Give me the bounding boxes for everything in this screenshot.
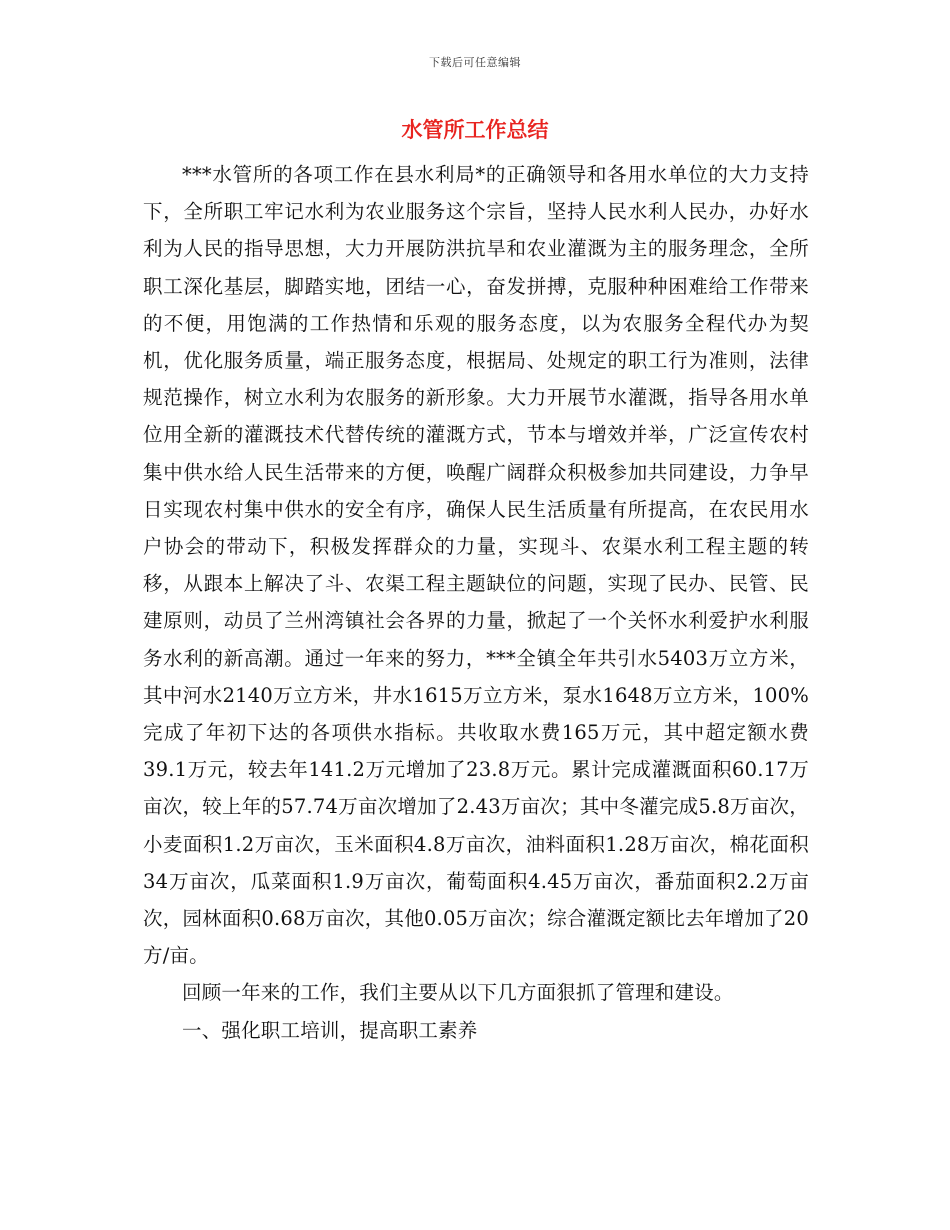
body-paragraph-2: 回顾一年来的工作，我们主要从以下几方面狠抓了管理和建设。	[182, 981, 734, 1005]
document-title: 水管所工作总结	[401, 118, 549, 142]
body-paragraph-1: ***水管所的各项工作在县水利局*的正确领导和各用水单位的大力支持下，全所职工牢记水利为农业服务这个宗旨，坚持人民水利人民办，办好水利为人民的指导思想，大力开展防洪抗旱和农业灌溉为主的服务理念，全所职工深化基层，脚踏实地，团结一心，奋发拼搏，克服种种困难给工作带来的不便，用饱满的工作热情和乐观的服务态度，以为农服务全程代办为契机，优化服务质量，端正服务态度，根据局、处规定的职工行为准则，法律规范操作，树立水利为农服务的新形象。大力开展节水灌溉，指导各用水单位用全新的灌溉技术代替传统的灌溉方式，节本与增效并举，广泛宣传农村集中供水给人民生活带来的方便，唤醒广阔群众积极参加共同建设，力争早日实现农村集中供水的安全有序，确保人民生活质量有所提高，在农民用水户协会的带动下，积极发挥群众的力量，实现斗、农渠水利工程主题的转移，从跟本上解决了斗、农渠工程主题缺位的问题，实现了民办、民管、民建原则，动员了兰州湾镇社会各界的力量，掀起了一个关怀水利爱护水利服务水利的新高潮。通过一年来的努力，***全镇全年共引水5403万立方米，其中河水2140万立方米，井水1615万立方米，泵水1648万立方米，100%完成了年初下达的各项供水指标。共收取水费165万元，其中超定额水费39.1万元，较去年141.2万元增加了23.8万元。累计完成灌溉面积60.17万亩次，较上年的57.74万亩次增加了2.43万亩次；其中冬灌完成5.8万亩次，小麦面积1.2万亩次，玉米面积4.8万亩次，油料面积1.28万亩次，棉花面积34万亩次，瓜菜面积1.9万亩次，葡萄面积4.45万亩次，番茄面积2.2万亩次，园林面积0.68万亩次，其他0.05万亩次；综合灌溉定额比去年增加了20方/亩。	[143, 163, 809, 968]
header-note: 下载后可任意编辑	[429, 56, 521, 69]
section-heading-1: 一、强化职工培训，提高职工素养	[182, 1018, 478, 1042]
document-body	[143, 156, 809, 1049]
